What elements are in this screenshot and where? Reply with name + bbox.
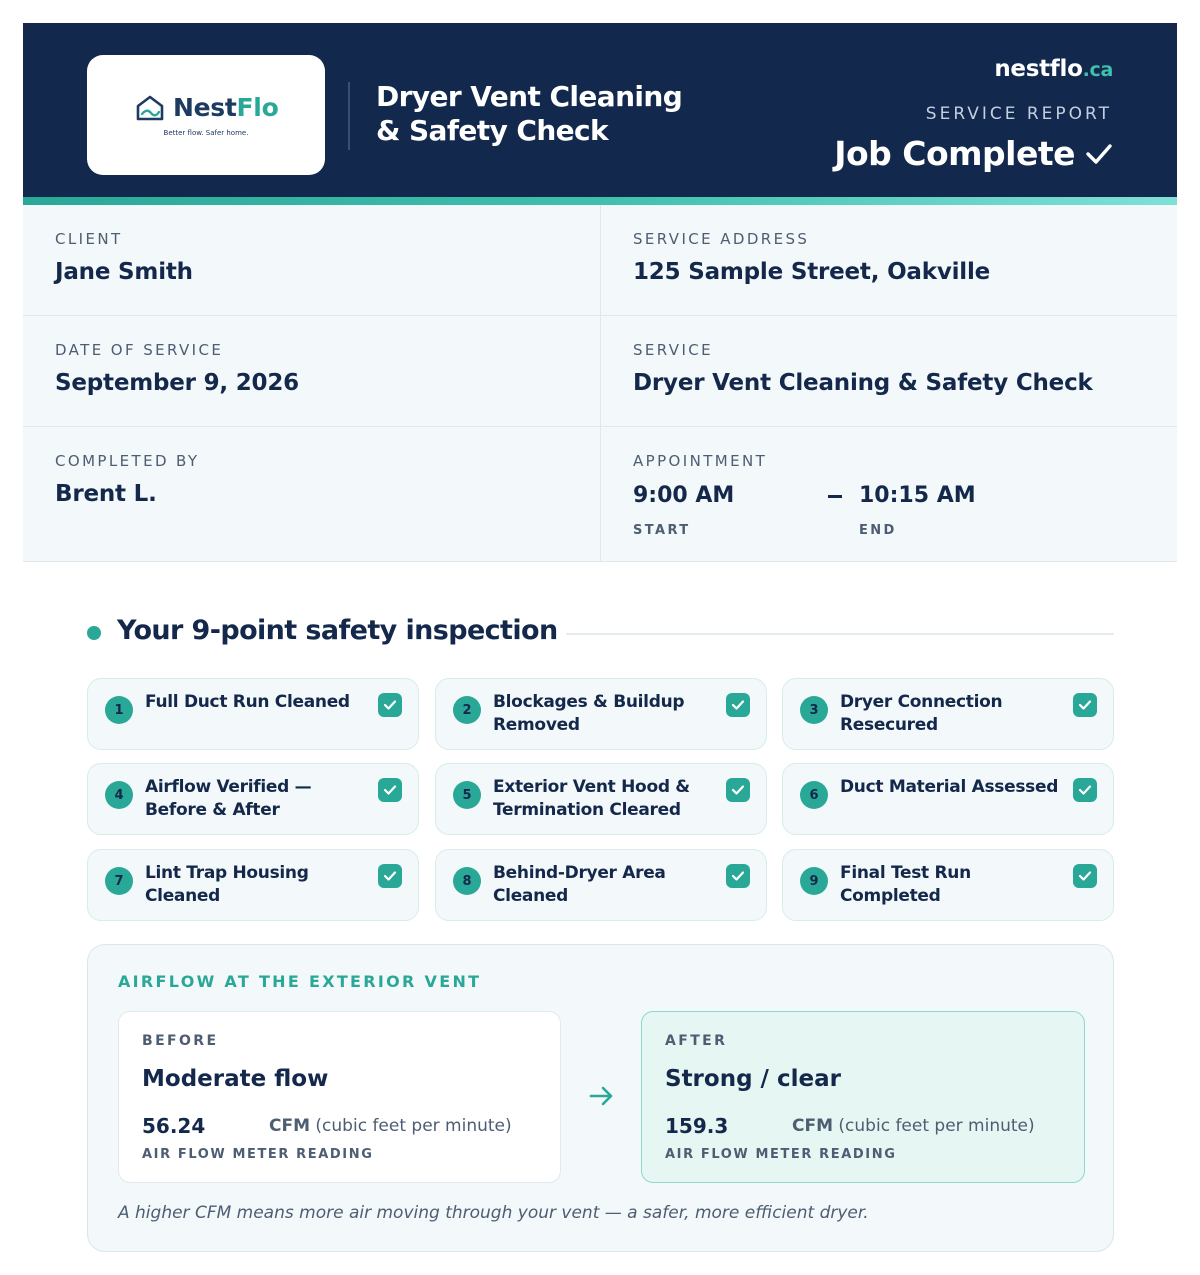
section-bullet (87, 626, 101, 640)
before-label: BEFORE (142, 1033, 219, 1049)
airflow-note: A higher CFM means more air moving through your vent — a safer, more efficient dryer. (118, 1203, 869, 1223)
end-time: 10:15 AM (859, 483, 976, 508)
start-label: START (633, 523, 691, 538)
details-divider (600, 205, 601, 562)
airflow-before-card (118, 1011, 561, 1183)
checkbox-checked-icon (1073, 778, 1097, 802)
logo-card (87, 55, 325, 175)
house-icon (135, 94, 165, 122)
after-unit: CFM (cubic feet per minute) (792, 1116, 1035, 1136)
start-time: 9:00 AM (633, 483, 735, 508)
checkbox-checked-icon (726, 778, 750, 802)
report-title: Dryer Vent Cleaning & Safety Check (376, 80, 683, 147)
arrow-right-icon (588, 1085, 616, 1107)
item-number-badge: 1 (105, 696, 133, 724)
item-label: Duct Material Assessed (840, 777, 1059, 797)
appointment-label: APPOINTMENT (633, 452, 768, 470)
item-label: Dryer Connection Resecured (840, 692, 1003, 735)
item-label: Lint Trap Housing Cleaned (145, 863, 309, 906)
header-divider (348, 82, 350, 150)
item-label: Final Test Run Completed (840, 863, 971, 906)
logo-tagline: Better flow. Safer home. (163, 129, 249, 137)
checkbox-checked-icon (378, 864, 402, 888)
checkmark-icon (1085, 143, 1113, 165)
before-status: Moderate flow (142, 1066, 329, 1092)
before-cfm-value: 56.24 (142, 1114, 206, 1138)
item-number-badge: 3 (800, 696, 828, 724)
appointment-cell (633, 427, 1133, 562)
completed-label: COMPLETED BY (55, 452, 200, 470)
airflow-panel (87, 944, 1114, 1252)
item-number-badge: 6 (800, 781, 828, 809)
service-date: September 9, 2026 (55, 370, 299, 396)
checklist-item (87, 849, 419, 921)
service-name: Dryer Vent Cleaning & Safety Check (633, 370, 1093, 396)
inspection-title: Your 9-point safety inspection (117, 615, 558, 646)
section-rule (566, 633, 1114, 635)
item-number-badge: 9 (800, 867, 828, 895)
job-details (23, 205, 1177, 562)
checkbox-checked-icon (378, 693, 402, 717)
job-status: Job Complete (834, 134, 1113, 173)
technician-name: Brent L. (55, 481, 157, 507)
item-label: Exterior Vent Hood & Termination Cleared (493, 777, 690, 820)
service-label: SERVICE (633, 341, 714, 359)
checklist-item (435, 763, 767, 835)
logo-wordmark: NestFlo (173, 93, 279, 122)
checklist-item (782, 763, 1114, 835)
address-label: SERVICE ADDRESS (633, 230, 810, 248)
checkbox-checked-icon (726, 693, 750, 717)
checklist-item (435, 678, 767, 750)
client-label: CLIENT (55, 230, 123, 248)
checkbox-checked-icon (1073, 693, 1097, 717)
item-label: Full Duct Run Cleaned (145, 692, 350, 712)
brand-domain: nestflo.ca (994, 56, 1113, 82)
client-name: Jane Smith (55, 259, 193, 285)
checkbox-checked-icon (726, 864, 750, 888)
checklist-item (87, 763, 419, 835)
checklist-item (435, 849, 767, 921)
item-number-badge: 2 (453, 696, 481, 724)
end-label: END (859, 523, 897, 538)
logo (135, 93, 278, 122)
item-label: Blockages & Buildup Removed (493, 692, 685, 735)
time-range-dash (828, 495, 842, 498)
airflow-title: AIRFLOW AT THE EXTERIOR VENT (118, 972, 482, 991)
after-meter-caption: AIR FLOW METER READING (665, 1147, 897, 1162)
report-label: SERVICE REPORT (925, 104, 1112, 124)
airflow-after-card (641, 1011, 1085, 1183)
item-number-badge: 4 (105, 781, 133, 809)
date-label: DATE OF SERVICE (55, 341, 224, 359)
checkbox-checked-icon (1073, 864, 1097, 888)
checklist-item (87, 678, 419, 750)
item-number-badge: 5 (453, 781, 481, 809)
checklist-item (782, 849, 1114, 921)
after-cfm-value: 159.3 (665, 1114, 729, 1138)
item-label: Behind-Dryer Area Cleaned (493, 863, 666, 906)
after-label: AFTER (665, 1033, 728, 1049)
checklist-item (782, 678, 1114, 750)
header-accent-stripe (23, 197, 1177, 205)
item-number-badge: 8 (453, 867, 481, 895)
item-label: Airflow Verified — Before & After (145, 777, 312, 820)
before-unit: CFM (cubic feet per minute) (269, 1116, 512, 1136)
after-status: Strong / clear (665, 1066, 841, 1092)
checkbox-checked-icon (378, 778, 402, 802)
before-meter-caption: AIR FLOW METER READING (142, 1147, 374, 1162)
service-address: 125 Sample Street, Oakville (633, 259, 991, 285)
item-number-badge: 7 (105, 867, 133, 895)
